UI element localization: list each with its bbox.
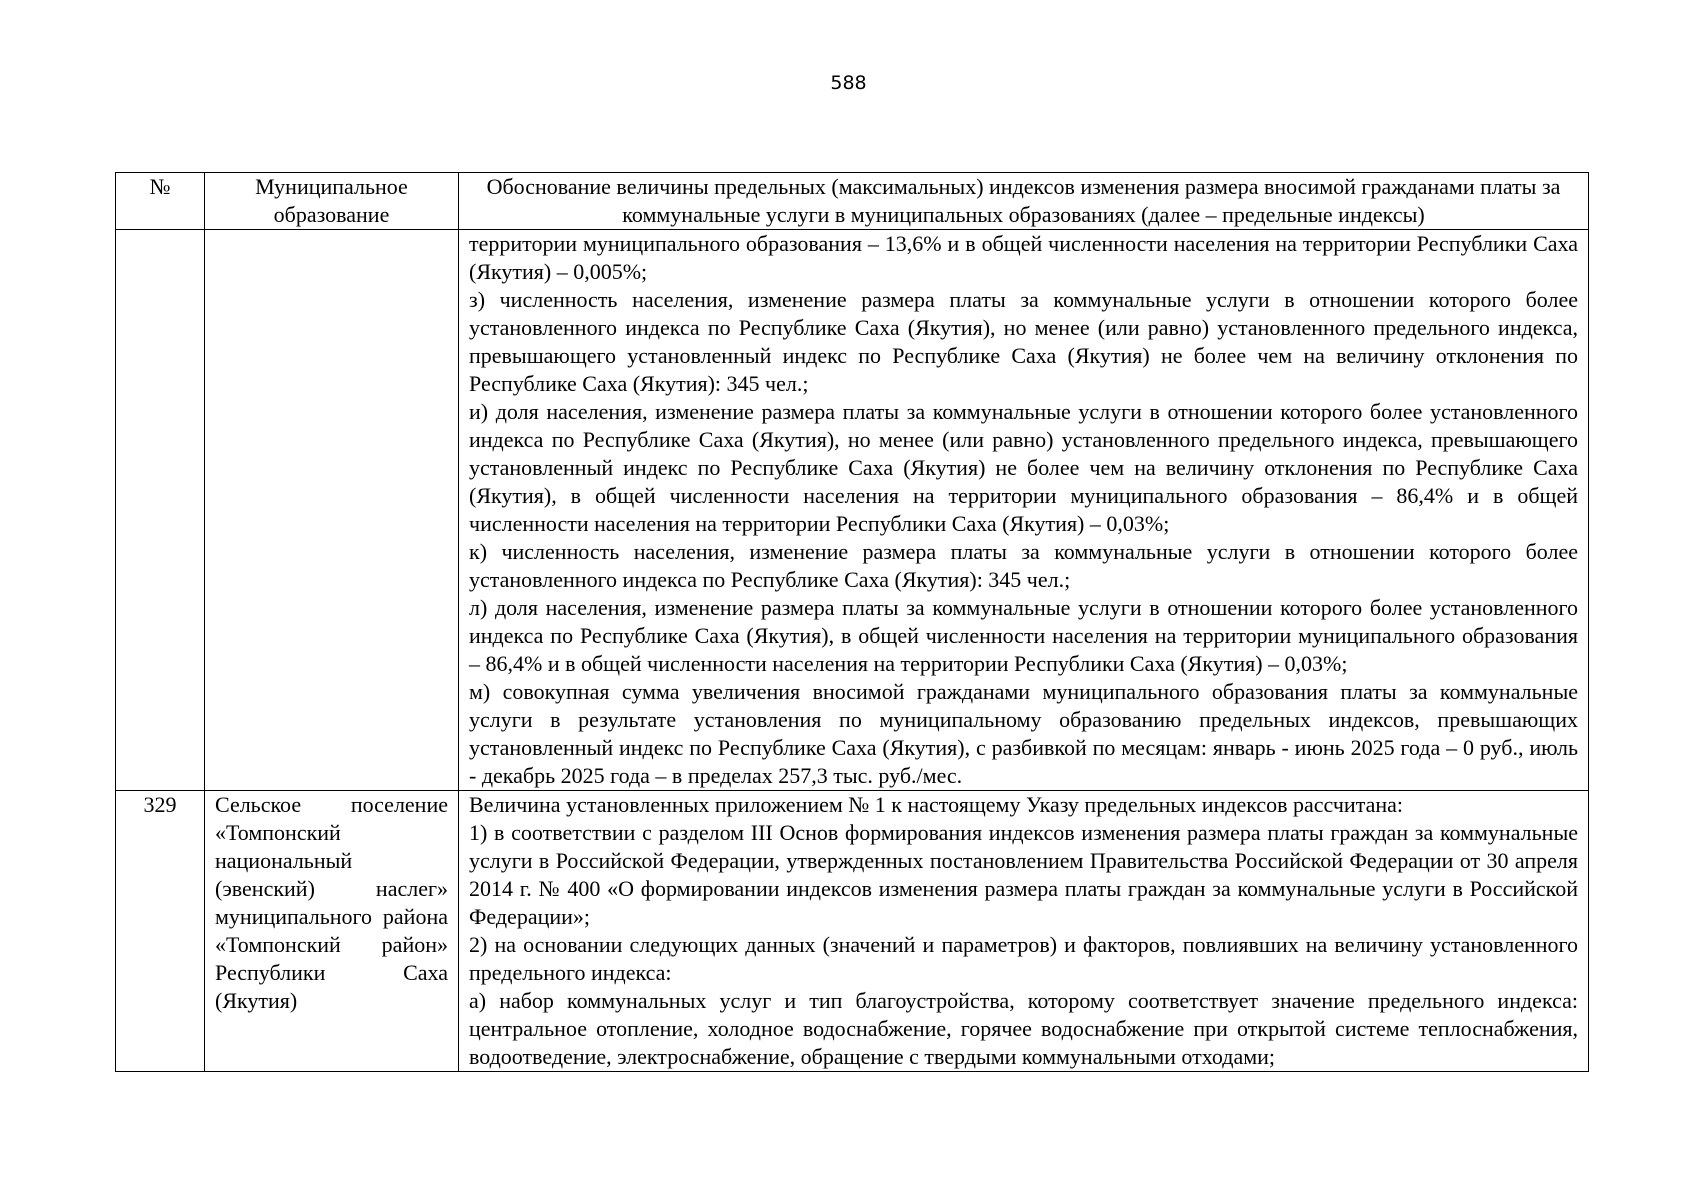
paragraph: л) доля населения, изменение размера платы за коммунальные услуги в отношении которого более установленного индекса по Республике Саха (Якутия), в общей численности населения на территории муниципального образования – 86,4% и в общей численности населения на территории Республики Саха (Якутия) – 0,03%; bbox=[469, 595, 1578, 676]
row-municipality bbox=[205, 230, 459, 791]
page-number: 588 bbox=[830, 72, 867, 94]
table-row bbox=[116, 230, 1589, 791]
paragraph: з) численность населения, изменение размера платы за коммунальные услуги в отношении которого более установленного индекса по Республике Саха (Якутия), но менее (или равно) установленного предельного индекса, превышающего установленный индекс по Республике Саха (Якутия) не более чем на величину отклонения по Республике Саха (Якутия): 345 чел.; bbox=[469, 287, 1578, 396]
table-header-row bbox=[116, 173, 1589, 230]
paragraph: и) доля населения, изменение размера платы за коммунальные услуги в отношении которого более установленного индекса по Республике Саха (Якутия), но менее (или равно) установленного предельного индекса, превышающего установленный индекс по Республике Саха (Якутия) не более чем на величину отклонения по Республике Саха (Якутия), в общей численности населения на территории муниципального образования – 86,4% и в общей численности населения на территории Республики Саха (Якутия) – 0,03%; bbox=[469, 399, 1578, 536]
row-municipality: Сельское поселение «Томпонский национальный (эвенский) наслег» муниципального района «Томпонский район» Республики Саха (Якутия) bbox=[205, 791, 459, 1072]
header-justification: Обоснование величины предельных (максимальных) индексов изменения размера вносимой гражданами платы за коммунальные услуги в муниципальных образованиях (далее – предельные индексы) bbox=[459, 173, 1589, 230]
row-justification bbox=[459, 230, 1589, 791]
paragraph: 1) в соответствии с разделом III Основ формирования индексов изменения размера платы граждан за коммунальные услуги в Российской Федерации, утвержденных постановлением Правительства Российской Федерации от 30 апреля 2014 г. № 400 «О формировании индексов изменения размера платы граждан за коммунальные услуги в Российской Федерации»; bbox=[469, 820, 1578, 929]
header-num: № bbox=[116, 173, 205, 230]
index-justification-table bbox=[115, 172, 1589, 1072]
paragraph: м) совокупная сумма увеличения вносимой гражданами муниципального образования платы за коммунальные услуги в результате установления по муниципальному образованию предельных индексов, превышающих установленный индекс по Республике Саха (Якутия), с разбивкой по месяцам: январь - июнь 2025 года – 0 руб., июль - декабрь 2025 года – в пределах 257,3 тыс. руб./мес. bbox=[469, 679, 1578, 788]
paragraph: 2) на основании следующих данных (значений и параметров) и факторов, повлиявших на величину установленного предельного индекса: bbox=[469, 932, 1578, 985]
row-num: 329 bbox=[116, 791, 205, 1072]
paragraph: территории муниципального образования – 13,6% и в общей численности населения на территории Республики Саха (Якутия) – 0,005%; bbox=[469, 231, 1578, 284]
paragraph: Величина установленных приложением № 1 к настоящему Указу предельных индексов рассчитана: bbox=[469, 792, 1403, 817]
paragraph: к) численность населения, изменение размера платы за коммунальные услуги в отношении которого более установленного индекса по Республике Саха (Якутия): 345 чел.; bbox=[469, 539, 1578, 592]
row-num bbox=[116, 230, 205, 791]
row-justification bbox=[459, 791, 1589, 1072]
table-row bbox=[116, 791, 1589, 1072]
header-municipality: Муниципальное образование bbox=[205, 173, 459, 230]
paragraph: а) набор коммунальных услуг и тип благоустройства, которому соответствует значение предельного индекса: центральное отопление, холодное водоснабжение, горячее водоснабжение при открытой системе теплоснабжения, водоотведение, электроснабжение, обращение с твердыми коммунальными отходами; bbox=[469, 988, 1578, 1069]
